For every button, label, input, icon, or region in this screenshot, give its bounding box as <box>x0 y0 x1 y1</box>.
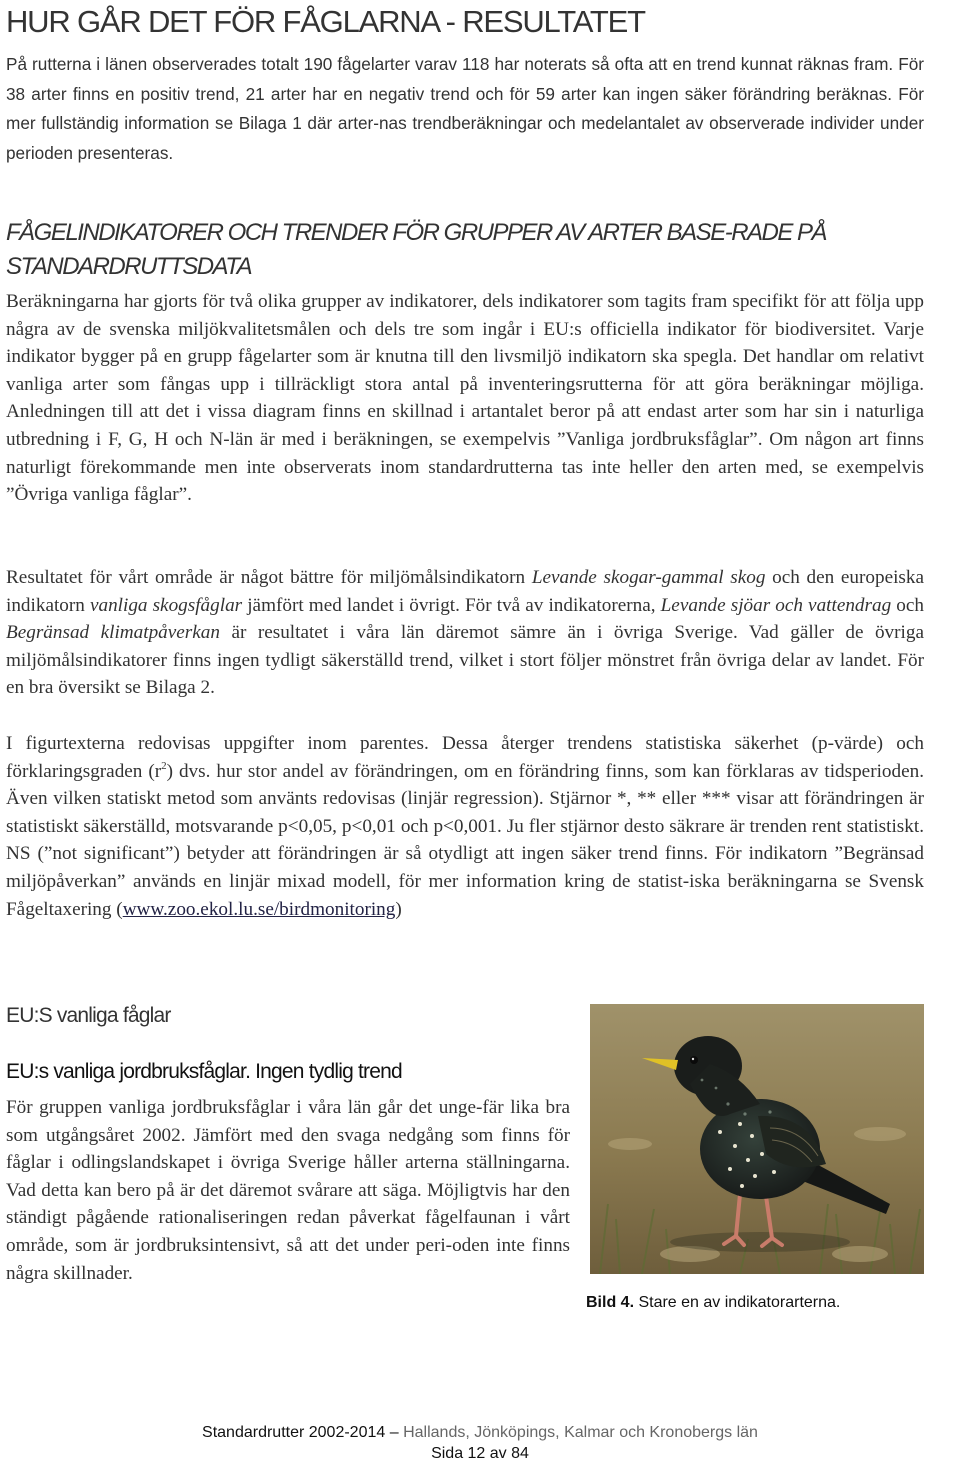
footer-title: Standardrutter 2002-2014 <box>202 1424 386 1441</box>
subsection-heading-farmland-birds: EU:s vanliga jordbruksfåglar. Ingen tydlig trend <box>6 1060 402 1083</box>
starling-photo <box>590 1004 924 1274</box>
results-text-5: är resultatet i våra län däremot sämre än i övriga Sverige. Vad gäller de övriga miljömålsindikatorer finns ingen tydligt säkerställd trend, vilket i stort följer mönstret från övriga delar av landet. För en bra översikt se Bilaga 2. <box>6 622 924 699</box>
results-paragraph <box>6 564 924 702</box>
page-number: Sida 12 av 84 <box>431 1445 529 1462</box>
results-text-4: och <box>891 594 924 616</box>
footer-counties: Hallands, Jönköpings, Kalmar och Kronobergs län <box>403 1424 758 1441</box>
caption-text: Stare en av indikatorarterna. <box>634 1294 841 1311</box>
page-footer <box>6 1422 954 1464</box>
statistics-text-3: ) <box>395 898 402 920</box>
statistics-text-1: I figurtexterna redovisas uppgifter inom parentes. Dessa återger trendens statistiska säkerhet (p-värde) och förklaringsgraden (r <box>6 733 924 782</box>
caption-label: Bild 4. <box>586 1294 635 1311</box>
results-text-3: jämfört med landet i övrigt. För två av indikatorerna, <box>242 594 661 616</box>
indicator-name-old-forest: Levande skogar-gammal skog <box>531 567 766 588</box>
statistics-text-2: ) dvs. hur stor andel av förändringen, om en förändring finns, som kan förklaras av tidsperioden. Även vilken statiskt metod som använts redovisas (linjär regression). Stjärnor *, ** eller *** visar att förändringen är statistiskt säkerställd, motsvarande p<0,05, p<0,01 och p<0,001. Ju fler stjärnor desto säkrare är trenden rent statistiskt. NS (”not significant”) betyder att förändringen är så otydligt att ingen säker trend finns. För indikatorn ”Begränsad miljöpåverkan” används en linjär mixad modell, för mer information kring de statist-iska beräkningarna se Svensk Fågeltaxering ( <box>6 760 925 920</box>
section-heading-eu-birds: EU:S vanliga fåglar <box>6 1004 171 1027</box>
results-text-1: Resultatet för vårt område är något bättre för miljömålsindikatorn <box>6 567 532 588</box>
indicator-name-climate: Begränsad klimatpåverkan <box>6 622 220 644</box>
photo-caption <box>586 1294 840 1312</box>
r-squared-superscript: 2 <box>161 759 167 772</box>
results-text-2: och den europeiska indikatorn <box>6 567 924 616</box>
footer-dash: – <box>385 1424 404 1441</box>
section-heading-indicators: FÅGELINDIKATORER OCH TRENDER FÖR GRUPPER AV ARTER BASE-RADE PÅ STANDARDRUTTSDATA <box>6 219 827 280</box>
page-heading: HUR GÅR DET FÖR FÅGLARNA - RESULTATET <box>6 4 645 39</box>
intro-paragraph: På rutterna i länen observerades totalt 190 fågelarter varav 118 har noterats så ofta att en trend kunnat räknas fram. För 38 arter finns en positiv trend, 21 arter har en negativ trend och för 59 arter kan ingen säker förändring beräknas. För mer fullständig information se Bilaga 1 där arter-nas trendberäkningar och medelantalet av observerade individer under perioden presenteras. <box>6 54 924 163</box>
indicators-paragraph: Beräkningarna har gjorts för två olika grupper av indikatorer, dels indikatorer som tagits fram specifikt för att följa upp några av de svenska miljökvalitetsmålen och dels tre som ingår i EU:s officiella indikator för biodiversitet. Varje indikator bygger på en grupp fågelarter som är knutna till den livsmiljö indikatorn ska spegla. Det handlar om relativt vanliga arter som fångas upp i tillräckligt stora antal på inventeringsrutterna för att göra beräkningar möjliga. Anledningen till att det i vissa diagram finns en skillnad i artantalet beror på att endast arter som har sin i naturliga utbredning i F, G, H och N-län är med i beräkningen, se exempelvis ”Vanliga jordbruksfåglar”. Om någon art finns naturligt förekommande men inte observerats inom standardrutterna tas inte heller den arten med, se exempelvis ”Övriga vanliga fåglar”. <box>6 291 924 506</box>
indicator-name-lakes: Levande sjöar och vattendrag <box>660 594 892 616</box>
birdmonitoring-link[interactable]: www.zoo.ekol.lu.se/birdmonitoring <box>122 898 396 920</box>
statistics-paragraph <box>6 730 924 923</box>
starling-illustration <box>590 1004 924 1274</box>
farmland-birds-paragraph: För gruppen vanliga jordbruksfåglar i våra län går det unge-fär lika bra som utgångsåret 2002. Jämfört med den svaga nedgång som finns för fåglar i odlingslandskapet i övriga Sverige håller arterna ställningarna. Vad detta kan bero på är det däremot svårare att säga. Möjligtvis har den ständigt pågående rationaliseringen redan påverkat fågelfaunan i vårt område, som är jordbruksintensivt, så att det under peri-oden inte finns några skillnader. <box>6 1097 570 1284</box>
indicator-name-forest-birds: vanliga skogsfåglar <box>89 594 243 616</box>
